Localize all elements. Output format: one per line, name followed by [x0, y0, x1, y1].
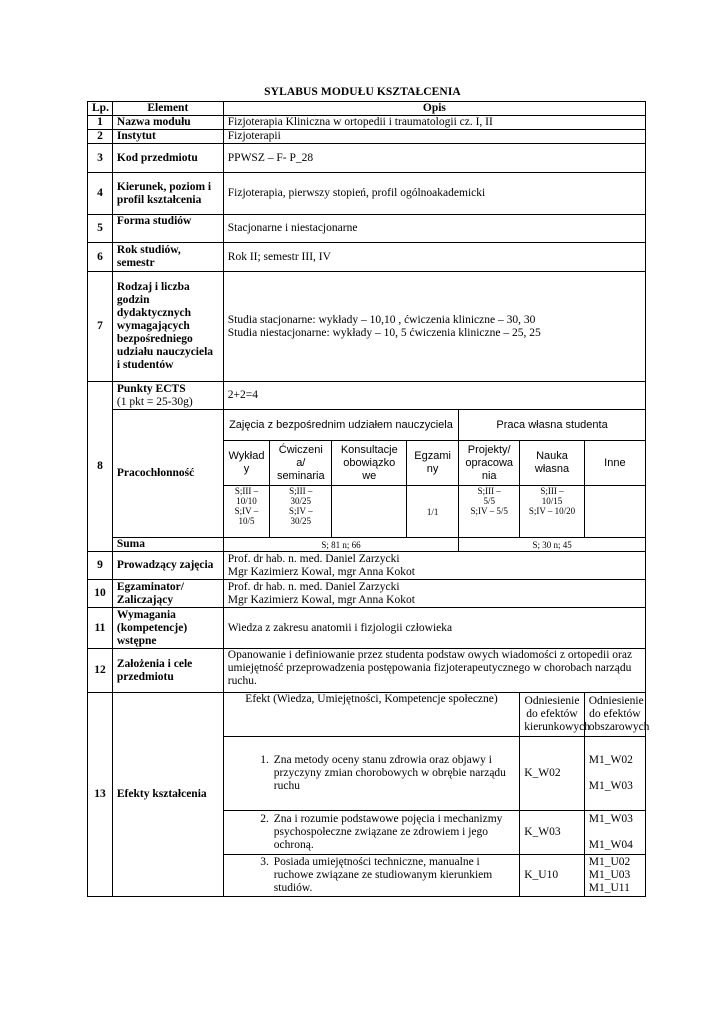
sum-label: Suma — [112, 538, 223, 552]
effect-obsz — [584, 855, 645, 897]
page-title: SYLABUS MODUŁU KSZTAŁCENIA — [264, 86, 461, 98]
row-description: Fizjoterapia Kliniczna w ortopedii i traumatologii cz. I, II — [223, 116, 645, 130]
ects-value: 2+2=4 — [223, 382, 645, 410]
effect-kier: K_U10 — [520, 855, 585, 897]
row-element: Nazwa modułu — [112, 116, 223, 130]
effect-obsz — [584, 811, 645, 855]
effects-kier-header: Odniesienie do efektów kierunkowych — [520, 693, 585, 737]
row-number: 5 — [88, 215, 113, 243]
value-inne — [584, 486, 645, 538]
cell-line: 10/10 — [236, 496, 257, 506]
sum-own: S; 30 n; 45 — [459, 538, 646, 552]
row-element: Rok studiów, semestr — [112, 243, 223, 272]
obsz-line: M1_W03 — [588, 780, 633, 792]
effect-item: 1. Zna metody oceny stanu zdrowia oraz objawy i przyczyny zmian chorobowych w obrębie narządu ruchu — [272, 754, 515, 793]
syllabus-table — [87, 101, 650, 897]
obsz-line: M1_U02 — [588, 856, 631, 868]
value-projekty — [459, 486, 520, 538]
obsz-line: M1_W04 — [588, 839, 633, 851]
row-element: Prowadzący zajęcia — [112, 552, 223, 580]
effect-kier: K_W03 — [520, 811, 585, 855]
row-element: Rodzaj i liczba godzin dydaktycznych wymagających bezpośredniego udziału nauczyciela i studentów — [112, 272, 223, 382]
table-row — [88, 272, 646, 382]
obsz-line: M1_W02 — [588, 754, 633, 766]
description-line: Studia stacjonarne: wykłady – 10,10 , ćwiczenia kliniczne – 30, 30 — [227, 313, 536, 326]
row-description — [223, 552, 645, 580]
obsz-line: M1_U03 — [588, 869, 631, 881]
cell-line: S;III – — [289, 486, 313, 496]
effect-kier: K_W02 — [520, 737, 585, 811]
row-description: PPWSZ – F- P_28 — [223, 144, 645, 173]
table-row — [88, 382, 646, 410]
cell-line: 10/5 — [238, 516, 255, 526]
row-description: Fizjoterapii — [223, 130, 645, 144]
obsz-line: M1_W03 — [588, 813, 633, 825]
column-header: Egzami ny — [407, 441, 459, 486]
ects-label — [112, 382, 223, 410]
row-element: Kierunek, poziom i profil kształcenia — [112, 173, 223, 215]
value-cwiczenia — [270, 486, 332, 538]
effect-item: 2. Zna i rozumie podstawowe pojęcia i mechanizmy psychospołeczne związane ze zdrowiem i jego ochroną. — [272, 813, 515, 852]
cell-line: S;IV – 5/5 — [470, 506, 508, 516]
cell-line: S;IV – — [288, 506, 313, 516]
cell-line: S;IV – — [234, 506, 259, 516]
column-header: Ćwiczeni a/ seminaria — [270, 441, 332, 486]
column-header: Nauka własna — [520, 441, 585, 486]
table-row — [88, 243, 646, 272]
row-number: 12 — [88, 649, 113, 693]
row-description: Fizjoterapia, pierwszy stopień, profil ogólnoakademicki — [223, 173, 645, 215]
column-header: Wykład y — [223, 441, 269, 486]
sum-direct: S; 81 n; 66 — [223, 538, 458, 552]
table-row — [88, 538, 646, 552]
cell-line: 30/25 — [290, 496, 312, 506]
cell-line: S;III – — [540, 486, 564, 496]
row-element: Wymagania (kompetencje) wstępne — [112, 608, 223, 649]
effect-text — [223, 811, 519, 855]
row-number: 1 — [88, 116, 113, 130]
obsz-line: M1_U11 — [588, 882, 630, 894]
row-description: Opanowanie i definiowanie przez studenta podstaw owych wiadomości z ortopedii oraz umiejętność przeprowadzenia postępowania fizjoterapeutycznego w chorobach narządu ruchu. — [223, 649, 645, 693]
description-line: Mgr Kazimierz Kowal, mgr Anna Kokot — [227, 565, 415, 578]
column-header: Konsultacje obowiązko we — [332, 441, 407, 486]
header-element: Element — [112, 102, 223, 116]
table-row — [88, 649, 646, 693]
ects-note: (1 pkt = 25-30g) — [116, 395, 193, 408]
value-konsultacje — [332, 486, 407, 538]
cell-line: S;III – — [234, 486, 259, 496]
row-number: 2 — [88, 130, 113, 144]
row-number: 6 — [88, 243, 113, 272]
row-element: Egzaminator/ Zaliczający — [112, 580, 223, 608]
table-row — [88, 116, 646, 130]
row-element: Założenia i cele przedmiotu — [112, 649, 223, 693]
group-direct-header: Zajęcia z bezpośrednim udziałem nauczyciela — [223, 410, 458, 441]
cell-line: 10/15 — [541, 496, 563, 506]
table-row — [88, 552, 646, 580]
table-row — [88, 130, 646, 144]
header-lp: Lp. — [88, 102, 113, 116]
cell-line: 30/25 — [290, 516, 312, 526]
row-number: 3 — [88, 144, 113, 173]
table-header — [88, 102, 646, 116]
description-line: Mgr Kazimierz Kowal, mgr Anna Kokot — [227, 593, 415, 606]
row-element: Instytut — [112, 130, 223, 144]
effects-header: Efekt (Wiedza, Umiejętności, Kompetencje społeczne) — [223, 693, 519, 737]
row-number: 11 — [88, 608, 113, 649]
row-number: 10 — [88, 580, 113, 608]
table-row — [88, 144, 646, 173]
row-number: 13 — [88, 693, 113, 897]
row-element: Kod przedmiotu — [112, 144, 223, 173]
effect-text — [223, 737, 519, 811]
description-line: Prof. dr hab. n. med. Daniel Zarzycki — [227, 552, 400, 565]
row-number: 4 — [88, 173, 113, 215]
cell-line: 5/5 — [483, 496, 495, 506]
column-header: Inne — [584, 441, 645, 486]
table-row — [88, 608, 646, 649]
description-line: Studia niestacjonarne: wykłady – 10, 5 ćwiczenia kliniczne – 25, 25 — [227, 326, 541, 339]
cell-line: S;IV – 10/20 — [528, 506, 576, 516]
table-row — [88, 215, 646, 243]
group-own-header: Praca własna studenta — [459, 410, 646, 441]
table-row — [88, 410, 646, 441]
effects-obsz-header: Odniesienie do efektów obszarowych — [584, 693, 645, 737]
row-description: Stacjonarne i niestacjonarne — [223, 215, 645, 243]
value-egzaminy: 1/1 — [407, 486, 459, 538]
row-number: 8 — [88, 382, 113, 552]
cell-line: S;III – — [477, 486, 501, 496]
value-nauka — [520, 486, 585, 538]
row-element: Forma studiów — [112, 215, 223, 243]
row-number: 9 — [88, 552, 113, 580]
effect-item: 3. Posiada umiejętności techniczne, manualne i ruchowe związane ze studiowanym kierunkiem studiów. — [272, 856, 515, 895]
table-row — [88, 173, 646, 215]
ects-label-text: Punkty ECTS — [116, 382, 186, 395]
table-row — [88, 580, 646, 608]
workload-label: Pracochłonność — [112, 410, 223, 538]
effect-text — [223, 855, 519, 897]
table-row — [88, 693, 646, 737]
description-line: Prof. dr hab. n. med. Daniel Zarzycki — [227, 580, 400, 593]
value-wyklady — [223, 486, 269, 538]
row-description — [223, 580, 645, 608]
row-description: Wiedza z zakresu anatomii i fizjologii człowieka — [223, 608, 645, 649]
row-description: Rok II; semestr III, IV — [223, 243, 645, 272]
row-element: Efekty kształcenia — [112, 693, 223, 897]
row-description — [223, 272, 645, 382]
row-number: 7 — [88, 272, 113, 382]
header-opis: Opis — [223, 102, 645, 116]
column-header: Projekty/ opracowa nia — [459, 441, 520, 486]
effect-obsz — [584, 737, 645, 811]
